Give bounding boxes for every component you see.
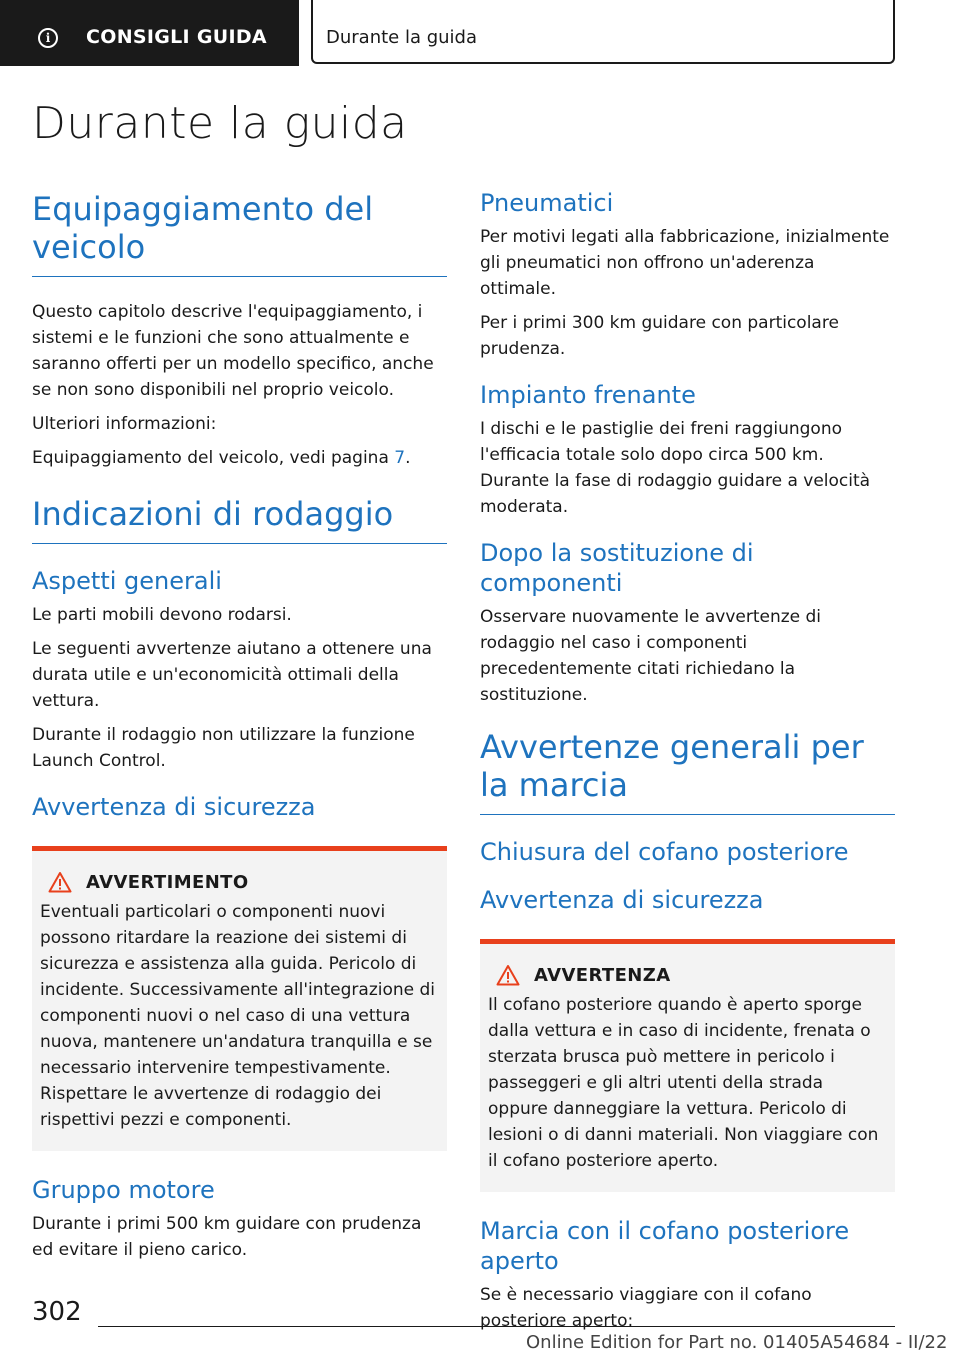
warning-title: AVVERTENZA [534,964,671,986]
warning-triangle-icon [48,871,72,893]
warning-box [480,939,895,1192]
warning-header [40,871,439,893]
ref-end: . [405,448,411,468]
chapter-title: Durante la guida [32,98,408,149]
heading-tailgate: Chiusura del cofano posteriore [480,838,849,866]
paragraph: Ulteriori informazioni: [32,414,217,434]
paragraph: Durante i primi 500 km guidare con prudenza ed evitare il pieno carico. [32,1214,422,1260]
paragraph: Le seguenti avvertenze aiutano a ottenere una durata utile e un'economicità ottimali della vettura. [32,639,432,711]
paragraph: Durante il rodaggio non utilizzare la funzione Launch Control. [32,725,415,771]
heading-open-tailgate: Marcia con il cofano posteriore aperto [480,1217,850,1275]
heading-brakes: Impianto frenante [480,381,696,409]
heading-break-in: Indicazioni di rodaggio [32,495,447,544]
heading-safety: Avvertenza di sicurezza [32,793,316,821]
page-link[interactable]: 7 [394,448,406,468]
paragraph: Osservare nuovamente le avvertenze di rodaggio nel caso i componenti precedentemente citati richiedano la sostituzione. [480,607,822,705]
heading-engine: Gruppo motore [32,1176,215,1204]
warning-triangle-icon [496,964,520,986]
heading-general: Aspetti generali [32,567,222,595]
paragraph: Le parti mobili devono rodarsi. [32,605,292,625]
left-column [32,190,447,1271]
warning-title: AVVERTIMENTO [86,871,249,893]
warning-text: Eventuali particolari o componenti nuovi possono ritardare la reazione dei sistemi di sicurezza e assistenza alla guida. Pericolo di incidente. Successivamente all'integrazione di componenti nuovi o nel caso di una vettura nuova, mantenere un'andatura tranquilla e se necessario intervenire tempestivamente. Rispettare le avvertenze di rodaggio dei rispettivi pezzi e componenti. [40,902,436,1130]
heading-equipment: Equipaggiamento del veicolo [32,190,447,277]
paragraph-page-ref [32,445,447,471]
page-number: 302 [32,1297,82,1327]
warning-header [488,964,887,986]
warning-text: Il cofano posteriore quando è aperto sporge dalla vettura e in caso di incidente, frenata o sterzata brusca può mettere in pericolo i passeggeri e gli altri utenti della strada oppure danneggiare la vettura. Pericolo di lesioni o di danni materiali. Non viaggiare con il cofano posteriore aperto. [488,995,879,1171]
header-section-box [311,0,895,64]
heading-safety: Avvertenza di sicurezza [480,886,764,914]
heading-tyres: Pneumatici [480,189,614,217]
footer-edition: Online Edition for Part no. 01405A54684 - II/22 [526,1332,948,1353]
paragraph: Per motivi legati alla fabbricazione, inizialmente gli pneumatici non offrono un'aderenza ottimale. [480,227,890,299]
heading-general-driving: Avvertenze generali per la marcia [480,728,895,815]
info-icon: i [38,28,58,48]
header-tab-label: CONSIGLI GUIDA [86,26,267,48]
footer-divider [98,1326,895,1327]
ref-text: Equipaggiamento del veicolo, vedi pagina [32,448,395,468]
paragraph: Se è necessario viaggiare con il cofano posteriore aperto: [480,1285,812,1331]
paragraph: Questo capitolo descrive l'equipaggiamento, i sistemi e le funzioni che sono attualmente e saranno offerti per un modello specifico, anche se non sono disponibili nel proprio veicolo. [32,302,434,400]
header-section-label: Durante la guida [326,27,478,48]
header-tab [0,0,299,66]
paragraph: I dischi e le pastiglie dei freni raggiungono l'efficacia totale solo dopo circa 500 km. Durante la fase di rodaggio guidare a velocità moderata. [480,419,871,517]
heading-replacement: Dopo la sostituzione di componenti [480,539,754,597]
right-column [480,188,895,1342]
warning-box [32,846,447,1151]
paragraph: Per i primi 300 km guidare con particolare prudenza. [480,313,839,359]
